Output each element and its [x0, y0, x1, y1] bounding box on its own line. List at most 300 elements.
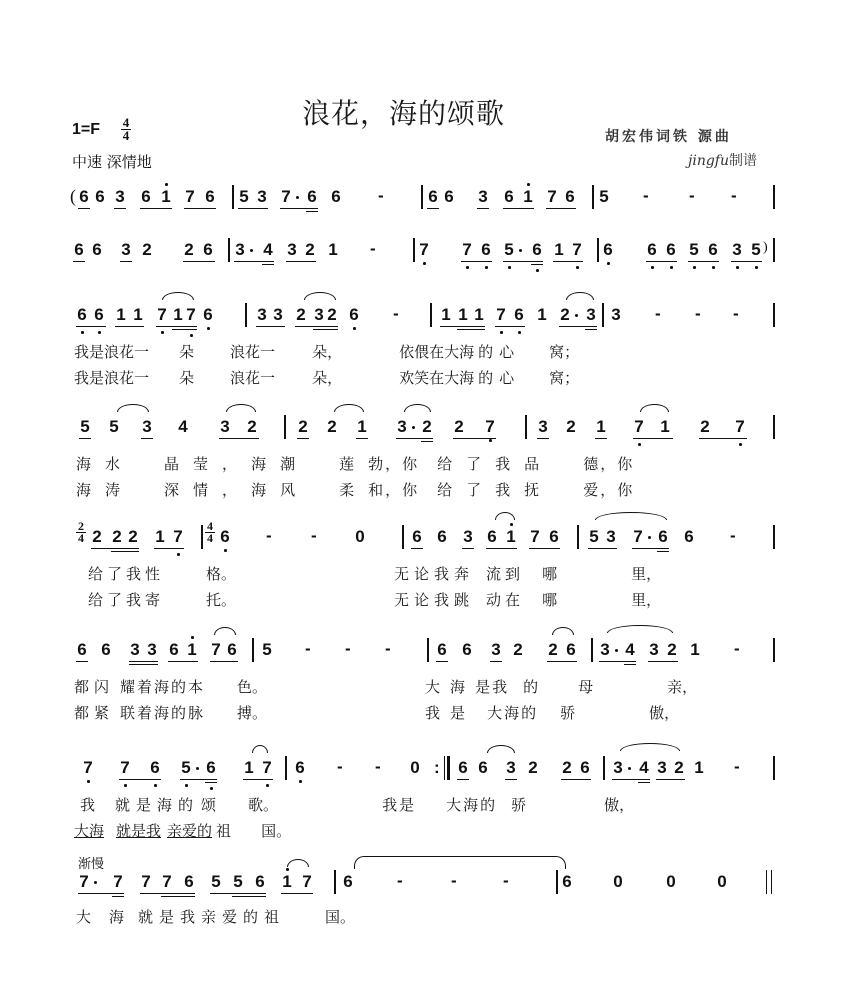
note: 2: [112, 527, 122, 546]
high-dot: [191, 636, 194, 639]
underline: [297, 438, 309, 439]
underline: [396, 438, 433, 439]
underline: [114, 208, 126, 209]
barline: [232, 185, 234, 209]
note: 7: [496, 305, 506, 324]
staff-line-intro-1: [0, 187, 848, 227]
high-dot: [527, 183, 530, 186]
barline: [773, 525, 775, 549]
dash: -: [731, 186, 737, 205]
dash: -: [397, 871, 403, 890]
note: 3: [657, 758, 667, 777]
low-dot: [500, 331, 503, 334]
rest: 0: [717, 872, 727, 891]
barline: [592, 185, 594, 209]
time-signature: [121, 117, 131, 142]
note: 6: [647, 240, 657, 259]
low-dot: [210, 787, 213, 790]
low-dot: [124, 784, 127, 787]
note: 6: [184, 872, 194, 891]
underline: [76, 326, 106, 327]
close-paren: ): [763, 240, 768, 255]
note: 1: [441, 305, 451, 324]
aug-dot: [94, 881, 97, 884]
underline: [79, 438, 91, 439]
underline: [234, 261, 274, 262]
underline: [503, 261, 543, 262]
note: 6: [666, 240, 676, 259]
underline: [140, 208, 172, 209]
underline: [161, 896, 195, 897]
underline: [731, 261, 762, 262]
aug-dot: [648, 536, 651, 539]
barline: [430, 303, 432, 327]
barline: [773, 303, 775, 327]
lyric-ending: 大 海 就是我亲爱的祖 国。: [76, 908, 356, 926]
underline: [210, 661, 238, 662]
note: 7: [83, 758, 93, 777]
note: 6: [658, 527, 668, 546]
slur: [640, 404, 669, 412]
note: 2: [305, 240, 315, 259]
low-dot: [98, 331, 101, 334]
note: 7: [634, 417, 644, 436]
dash: -: [503, 871, 509, 890]
staff-line-verse-2: [0, 417, 848, 457]
barline: [285, 756, 287, 780]
note: 3: [142, 417, 152, 436]
note: 5: [589, 527, 599, 546]
note: 6: [79, 187, 89, 206]
note: 3: [397, 417, 407, 436]
note: 1: [537, 305, 547, 324]
note: 3: [147, 640, 157, 659]
note: 2: [296, 305, 306, 324]
underline: [156, 326, 197, 327]
underline: [73, 261, 85, 262]
aug-dot: [296, 196, 299, 199]
dash: -: [375, 757, 381, 776]
dash: -: [266, 526, 272, 545]
note: 2: [128, 527, 138, 546]
lyric-v1-l1: 我是浪花一 朵 浪花一 朵， 依偎在大海 的 心 窝；: [74, 343, 580, 361]
dash: -: [393, 304, 399, 323]
note: 3: [273, 305, 283, 324]
note: 6: [580, 758, 590, 777]
underline: [427, 208, 439, 209]
barline: [245, 303, 247, 327]
note: 3: [287, 240, 297, 259]
underline: [595, 438, 607, 439]
aug-dot: [412, 426, 415, 429]
aug-dot: [250, 249, 253, 252]
lyric-v2-l1: 海水 晶莹，海潮 莲勃，你 给了我品 德，你: [76, 455, 635, 473]
note: 6: [150, 758, 160, 777]
note: 6: [74, 240, 84, 259]
lyric-c2-l2: 大海 就是我 亲爱的 祖 国。: [74, 822, 292, 840]
underline: [184, 208, 216, 209]
note: 6: [95, 187, 105, 206]
underline: [280, 208, 318, 209]
low-dot: [576, 266, 579, 269]
note: 6: [444, 187, 454, 206]
underline: [490, 661, 502, 662]
note: 5: [233, 872, 243, 891]
note: 2: [92, 527, 102, 546]
note: 1: [244, 758, 254, 777]
note: 3: [121, 240, 131, 259]
low-dot: [87, 780, 90, 783]
note: 4: [263, 240, 273, 259]
final-barline: [766, 870, 772, 894]
note: 6: [101, 640, 111, 659]
barline: [525, 415, 527, 439]
note: 3: [732, 240, 742, 259]
slur: [495, 512, 515, 520]
underline: [462, 548, 474, 549]
barline: [402, 525, 404, 549]
note: 7: [735, 417, 745, 436]
note: 6: [412, 527, 422, 546]
underline: [495, 326, 525, 327]
slur: [252, 745, 268, 753]
note: 6: [437, 640, 447, 659]
barline: [591, 638, 593, 662]
note: 6: [203, 305, 213, 324]
underline: [183, 261, 215, 262]
note: 5: [751, 240, 761, 259]
note: 6: [169, 640, 179, 659]
underline: [154, 548, 184, 549]
note: 3: [220, 417, 230, 436]
note: 7: [173, 527, 183, 546]
underline: [537, 438, 549, 439]
note: 6: [549, 527, 559, 546]
low-dot: [177, 553, 180, 556]
note: 5: [504, 240, 514, 259]
note: 6: [462, 640, 472, 659]
expression-marking: 渐慢: [78, 857, 105, 872]
note: 7: [79, 872, 89, 891]
underline: [612, 779, 650, 780]
note: 6: [487, 527, 497, 546]
arranger-name: jingfu: [688, 153, 729, 169]
underline: [168, 661, 198, 662]
aug-dot: [615, 649, 618, 652]
barline: [252, 638, 254, 662]
dash: -: [734, 639, 740, 658]
note: 2: [184, 240, 194, 259]
note: 6: [307, 187, 317, 206]
aug-dot: [575, 314, 578, 317]
underline: [262, 264, 274, 265]
note: 3: [606, 527, 616, 546]
dash: -: [345, 639, 351, 658]
note: 2: [327, 417, 337, 436]
dash: -: [695, 304, 701, 323]
note: 6: [206, 758, 216, 777]
note: 7: [633, 527, 643, 546]
barline: [421, 185, 423, 209]
underline: [559, 326, 597, 327]
note: 7: [572, 240, 582, 259]
tempo-marking: 中速 深情地: [72, 153, 152, 171]
underline: [546, 208, 576, 209]
staff-line-verse-3: [0, 519, 848, 567]
underline: [588, 548, 617, 549]
lyric-v3-l2: 给了我寄 托。 无论我跳 动在 哪 里，: [88, 591, 662, 609]
note: 1: [133, 305, 143, 324]
dash: -: [689, 186, 695, 205]
note: 6: [566, 640, 576, 659]
note: 6: [77, 305, 87, 324]
underline: [599, 661, 636, 662]
note: 1: [506, 527, 516, 546]
high-dot: [165, 183, 168, 186]
note: 6: [437, 527, 447, 546]
slur: [304, 292, 336, 300]
underline: [505, 779, 517, 780]
dash: -: [643, 186, 649, 205]
underline: [646, 261, 677, 262]
underline: [281, 893, 313, 894]
lyric-c1-l2: 都紧 联着海的脉 搏。 我是 大海的 骄 傲，: [74, 704, 680, 722]
note: 3: [586, 305, 596, 324]
note: 7: [185, 187, 195, 206]
barline: [603, 756, 605, 780]
low-dot: [739, 443, 742, 446]
note: 6: [478, 758, 488, 777]
barline: [597, 238, 599, 262]
lyric-c1-l1: 都闪 耀着海的本 色。 大海是我 的 母 亲，: [74, 678, 698, 696]
underline: [232, 896, 266, 897]
repeat-barline: [444, 756, 450, 780]
barline: [334, 870, 336, 894]
underline: [486, 548, 517, 549]
song-title: 浪花，海的颂歌: [302, 97, 506, 130]
underline: [477, 208, 489, 209]
dash: -: [655, 304, 661, 323]
note: 5: [599, 187, 609, 206]
underline: [699, 438, 747, 439]
note: 5: [262, 640, 272, 659]
note: 3: [463, 527, 473, 546]
underline: [440, 326, 485, 327]
note: 2: [700, 417, 710, 436]
note: 4: [178, 417, 188, 436]
underline: [585, 329, 597, 330]
dash: -: [370, 239, 376, 258]
underline: [180, 779, 217, 780]
low-dot: [190, 334, 193, 337]
note: 1: [357, 417, 367, 436]
note: 6: [141, 187, 151, 206]
low-dot: [670, 266, 673, 269]
note: 1: [187, 640, 197, 659]
low-dot: [712, 266, 715, 269]
note: 2: [528, 758, 538, 777]
slur: [404, 404, 431, 412]
underline: [205, 782, 217, 783]
time-sig-top: 4: [122, 115, 130, 130]
low-dot: [736, 266, 739, 269]
note: 6: [504, 187, 514, 206]
note: 6: [205, 187, 215, 206]
note: 2: [674, 758, 684, 777]
slur: [620, 743, 680, 751]
note: 5: [239, 187, 249, 206]
slur: [226, 404, 256, 412]
note: 7: [530, 527, 540, 546]
slur: [334, 404, 364, 412]
time-signature-change: 2 4: [78, 519, 84, 545]
note: 6: [481, 240, 491, 259]
note: 7: [547, 187, 557, 206]
note: 7: [419, 240, 429, 259]
note: 2: [562, 758, 572, 777]
low-dot: [224, 549, 227, 552]
note: 6: [255, 872, 265, 891]
note: 2: [298, 417, 308, 436]
slur: [214, 627, 236, 635]
underline: [141, 438, 153, 439]
underline: [306, 211, 318, 212]
rest: 0: [613, 872, 623, 891]
note: 7: [462, 240, 472, 259]
rest: 0: [355, 527, 365, 546]
note: 6: [428, 187, 438, 206]
barline: [773, 638, 775, 662]
underline: [112, 896, 124, 897]
underline: [78, 893, 124, 894]
low-dot: [423, 262, 426, 265]
slur: [552, 627, 574, 635]
note: 3: [613, 758, 623, 777]
low-dot: [607, 262, 610, 265]
low-dot: [508, 266, 511, 269]
low-dot: [693, 266, 696, 269]
note: 3: [506, 758, 516, 777]
note: 3: [235, 240, 245, 259]
note: 7: [302, 872, 312, 891]
high-dot: [286, 868, 289, 871]
note: 6: [514, 305, 524, 324]
underline: [76, 661, 88, 662]
note: 1: [596, 417, 606, 436]
dash: -: [305, 639, 311, 658]
underline: [129, 661, 158, 662]
note: 3: [600, 640, 610, 659]
slur: [487, 745, 515, 753]
note: 1: [554, 240, 564, 259]
low-dot: [536, 269, 539, 272]
underline: [561, 779, 591, 780]
low-dot: [651, 266, 654, 269]
barline: [413, 238, 415, 262]
underline: [457, 779, 469, 780]
note: 5: [109, 417, 119, 436]
underline: [129, 664, 158, 665]
note: 7: [186, 305, 196, 324]
dash: -: [451, 871, 457, 890]
barline: [427, 638, 429, 662]
note: 1: [282, 872, 292, 891]
slur: [287, 859, 309, 867]
note: 7: [113, 872, 123, 891]
note: 1: [155, 527, 165, 546]
aug-dot: [628, 767, 631, 770]
low-dot: [81, 331, 84, 334]
repeat-colon: :: [434, 758, 440, 777]
note: 6: [532, 240, 542, 259]
credits: 胡宏伟词铁 源曲: [605, 129, 732, 145]
underline: [632, 548, 669, 549]
low-dot: [266, 784, 269, 787]
note: 6: [708, 240, 718, 259]
note: 7: [281, 187, 291, 206]
staff-line-chorus-2: [0, 758, 848, 798]
staff-line-chorus-1: [0, 640, 848, 680]
note: 3: [314, 305, 324, 324]
low-dot: [638, 443, 641, 446]
underline: [436, 661, 448, 662]
note: 3: [257, 187, 267, 206]
underline: [115, 326, 144, 327]
low-dot: [299, 780, 302, 783]
underline: [219, 438, 259, 439]
note: 6: [343, 872, 353, 891]
underline: [503, 208, 534, 209]
staff-line-verse-1: [0, 305, 848, 345]
barline: [773, 415, 775, 439]
note: 1: [328, 240, 338, 259]
note: 2: [327, 305, 337, 324]
note: 3: [649, 640, 659, 659]
underline: [256, 326, 285, 327]
slur: [607, 625, 673, 633]
note: 6: [458, 758, 468, 777]
underline: [78, 208, 90, 209]
note: 6: [565, 187, 575, 206]
note: 3: [478, 187, 488, 206]
slur: [117, 404, 149, 412]
underline: [656, 779, 685, 780]
underline: [531, 264, 543, 265]
note: 2: [422, 417, 432, 436]
aug-dot: [196, 767, 199, 770]
note: 6: [227, 640, 237, 659]
underline: [243, 779, 273, 780]
note: 4: [639, 758, 649, 777]
low-dot: [161, 331, 164, 334]
underline: [421, 441, 433, 442]
underline: [119, 779, 161, 780]
note: 1: [523, 187, 533, 206]
note: 7: [141, 872, 151, 891]
dash: -: [378, 186, 384, 205]
underline: [657, 551, 669, 552]
dash: -: [730, 526, 736, 545]
note: 5: [80, 417, 90, 436]
dash: -: [337, 757, 343, 776]
low-dot: [154, 784, 157, 787]
note: 1: [458, 305, 468, 324]
low-dot: [518, 331, 521, 334]
note: 3: [257, 305, 267, 324]
barline: [228, 238, 230, 262]
note: 2: [454, 417, 464, 436]
note: 7: [262, 758, 272, 777]
